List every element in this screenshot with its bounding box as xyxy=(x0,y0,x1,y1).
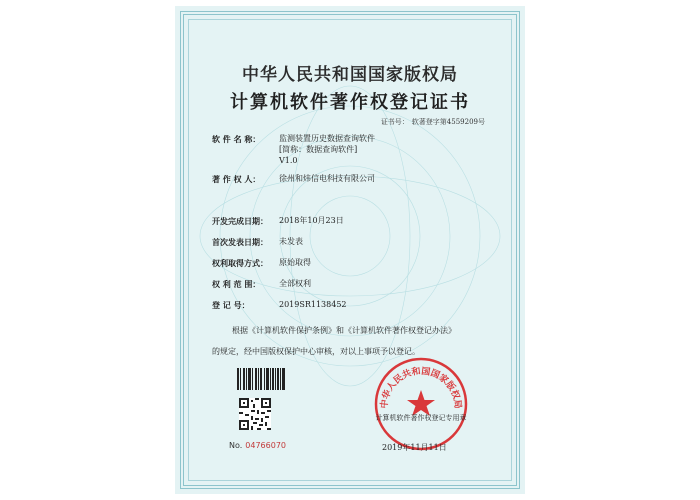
publication-date-value: 未发表 xyxy=(279,237,303,246)
rights-scope-value: 全部权利 xyxy=(279,279,311,288)
qr-code-image xyxy=(239,398,271,430)
certificate-number-label: 证书号： xyxy=(380,118,409,126)
serial-label: No. xyxy=(229,441,243,450)
serial-value: 04766070 xyxy=(245,441,286,450)
software-name-label: 软 件 名 称： xyxy=(212,134,261,144)
issue-date: 2019年11月11日 xyxy=(382,443,447,452)
software-name-line: 监测装置历史数据查询软件 xyxy=(279,134,375,143)
certificate-number-value: 软著登字第4559209号 xyxy=(411,118,485,126)
software-short-name-line: [简称：数据查询软件] xyxy=(279,145,358,154)
publication-date-label: 首次发表日期： xyxy=(212,237,268,247)
acquisition-method-label: 权利取得方式： xyxy=(212,258,268,268)
certificate-number xyxy=(378,117,485,127)
certificate xyxy=(175,6,525,494)
official-seal xyxy=(373,356,469,452)
registration-number-label: 登 记 号： xyxy=(212,300,250,310)
rights-scope-label: 权 利 范 围： xyxy=(212,279,261,289)
issuer-title: 中华人民共和国国家版权局 xyxy=(242,65,458,85)
certificate-title: 计算机软件著作权登记证书 xyxy=(230,92,470,113)
seal-ring-text: 中华人民共和国国家版权局 xyxy=(379,366,463,410)
seal-center-text: 计算机软件著作权登记专用章 xyxy=(375,414,467,422)
copyright-owner-label: 著 作 权 人： xyxy=(212,174,261,184)
acquisition-method-value: 原始取得 xyxy=(279,258,311,267)
software-name-value xyxy=(279,133,375,166)
serial-number xyxy=(229,441,286,450)
statement-line-2: 的规定，经中国版权保护中心审核，对以上事项予以登记。 xyxy=(212,347,420,356)
software-version-line: V1.0 xyxy=(279,156,298,165)
barcode-image xyxy=(237,368,285,390)
copyright-owner-value: 徐州和炜信电科技有限公司 xyxy=(279,174,375,183)
completion-date-label: 开发完成日期： xyxy=(212,216,268,226)
completion-date-value: 2018年10月23日 xyxy=(279,216,344,225)
statement-line-1: 根据《计算机软件保护条例》和《计算机软件著作权登记办法》 xyxy=(232,326,456,335)
registration-number-value: 2019SR1138452 xyxy=(279,300,347,309)
